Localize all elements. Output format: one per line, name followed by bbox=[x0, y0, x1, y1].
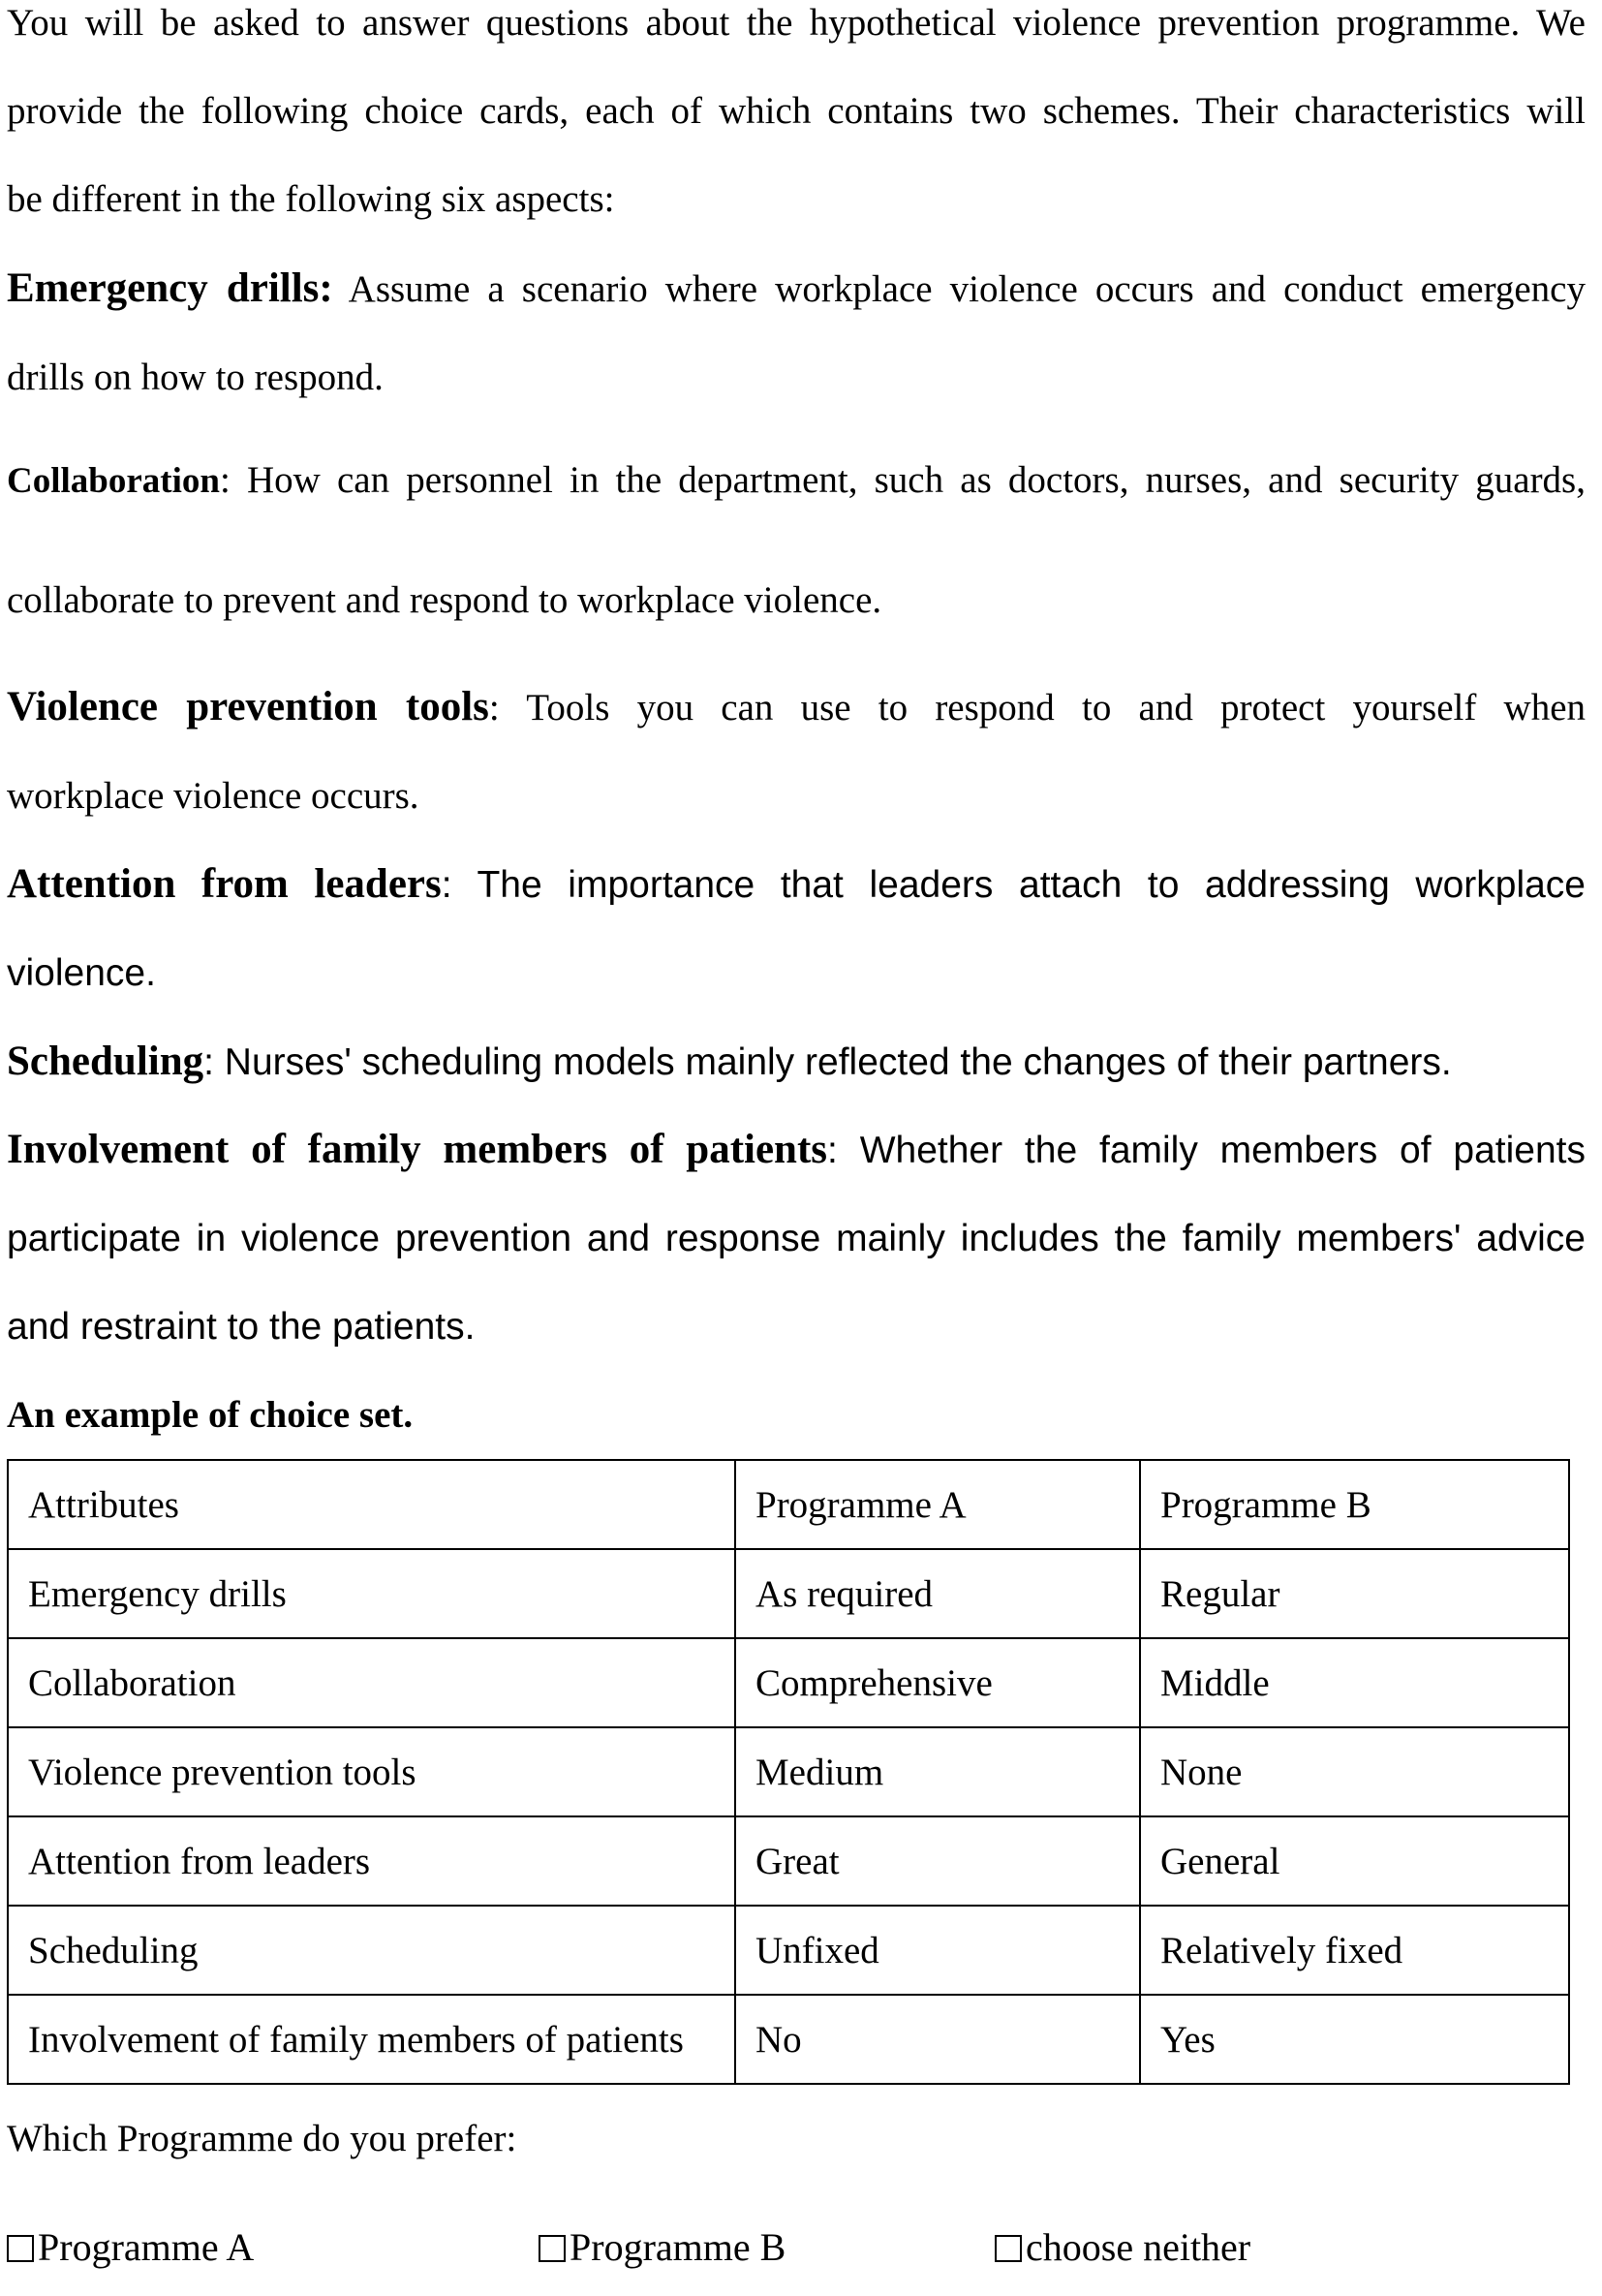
scheduling-term: Scheduling bbox=[7, 1039, 204, 1084]
checkbox-icon[interactable] bbox=[539, 2235, 566, 2262]
collaboration-line-1 bbox=[7, 457, 1586, 505]
family-line-3: and restraint to the patients. bbox=[7, 1306, 476, 1348]
leaders-term: Attention from leaders bbox=[7, 861, 442, 907]
table-header-cell: Programme A bbox=[735, 1460, 1140, 1549]
table-row bbox=[8, 1549, 1569, 1638]
option-label: Programme A bbox=[38, 2225, 255, 2269]
table-row bbox=[8, 1816, 1569, 1906]
scheduling-line-1 bbox=[7, 1039, 1586, 1086]
family-line-1 bbox=[7, 1127, 1586, 1174]
table-cell: Medium bbox=[735, 1727, 1140, 1816]
option-choose-neither[interactable] bbox=[995, 2224, 1250, 2271]
table-cell: Emergency drills bbox=[8, 1549, 735, 1638]
collaboration-line-2: collaborate to prevent and respond to workplace violence. bbox=[7, 579, 882, 621]
checkbox-icon[interactable] bbox=[7, 2235, 34, 2262]
collaboration-desc: : How can personnel in the department, such as doctors, nurses, and security guards, bbox=[219, 459, 1586, 501]
family-line-2: participate in violence prevention and response mainly includes the family members' advice bbox=[7, 1218, 1586, 1259]
scheduling-desc: : Nurses' scheduling models mainly reflected the changes of their partners. bbox=[203, 1041, 1452, 1083]
option-programme-b[interactable] bbox=[539, 2224, 786, 2271]
emergency-drills-line-2: drills on how to respond. bbox=[7, 357, 384, 398]
intro-line-2: provide the following choice cards, each of which contains two schemes. Their characteristics will bbox=[7, 90, 1586, 132]
table-cell: Comprehensive bbox=[735, 1638, 1140, 1727]
table-cell: General bbox=[1140, 1816, 1569, 1906]
intro-line-1: You will be asked to answer questions about the hypothetical violence prevention programme. We bbox=[7, 2, 1586, 44]
emergency-drills-term: Emergency drills: bbox=[7, 265, 333, 311]
tools-line-1 bbox=[7, 684, 1586, 731]
example-heading: An example of choice set. bbox=[7, 1394, 414, 1436]
tools-term: Violence prevention tools bbox=[7, 684, 489, 729]
emergency-drills-line-1 bbox=[7, 265, 1586, 313]
table-header-cell: Attributes bbox=[8, 1460, 735, 1549]
table-header-row bbox=[8, 1460, 1569, 1549]
table-cell: As required bbox=[735, 1549, 1140, 1638]
table-cell: Middle bbox=[1140, 1638, 1569, 1727]
table-cell: Yes bbox=[1140, 1995, 1569, 2084]
tools-line-2: workplace violence occurs. bbox=[7, 775, 419, 817]
table-cell: Unfixed bbox=[735, 1906, 1140, 1995]
family-term: Involvement of family members of patients bbox=[7, 1127, 828, 1172]
preference-question: Which Programme do you prefer: bbox=[7, 2118, 517, 2159]
checkbox-icon[interactable] bbox=[995, 2235, 1022, 2262]
leaders-line-1 bbox=[7, 861, 1586, 909]
emergency-drills-desc: Assume a scenario where workplace violence occurs and conduct emergency bbox=[332, 268, 1586, 310]
table-row bbox=[8, 1995, 1569, 2084]
option-label: choose neither bbox=[1026, 2225, 1251, 2269]
table-row bbox=[8, 1727, 1569, 1816]
table-cell: Relatively fixed bbox=[1140, 1906, 1569, 1995]
leaders-line-2: violence. bbox=[7, 952, 156, 994]
family-desc: : Whether the family members of patients bbox=[827, 1130, 1586, 1171]
tools-desc: : Tools you can use to respond to and protect yourself when bbox=[488, 687, 1586, 729]
option-programme-a[interactable] bbox=[7, 2224, 254, 2271]
table-header-cell: Programme B bbox=[1140, 1460, 1569, 1549]
table-cell: Scheduling bbox=[8, 1906, 735, 1995]
table-cell: Attention from leaders bbox=[8, 1816, 735, 1906]
collaboration-term: Collaboration bbox=[7, 461, 220, 501]
table-cell: Involvement of family members of patients bbox=[8, 1995, 735, 2084]
table-cell: Regular bbox=[1140, 1549, 1569, 1638]
choice-set-table bbox=[7, 1459, 1570, 2085]
table-cell: Collaboration bbox=[8, 1638, 735, 1727]
table-cell: Violence prevention tools bbox=[8, 1727, 735, 1816]
table-cell: None bbox=[1140, 1727, 1569, 1816]
intro-line-3: be different in the following six aspects: bbox=[7, 178, 615, 220]
table-row bbox=[8, 1906, 1569, 1995]
option-label: Programme B bbox=[570, 2225, 786, 2269]
leaders-desc: : The importance that leaders attach to addressing workplace bbox=[441, 864, 1586, 906]
table-cell: No bbox=[735, 1995, 1140, 2084]
table-row bbox=[8, 1638, 1569, 1727]
table-cell: Great bbox=[735, 1816, 1140, 1906]
